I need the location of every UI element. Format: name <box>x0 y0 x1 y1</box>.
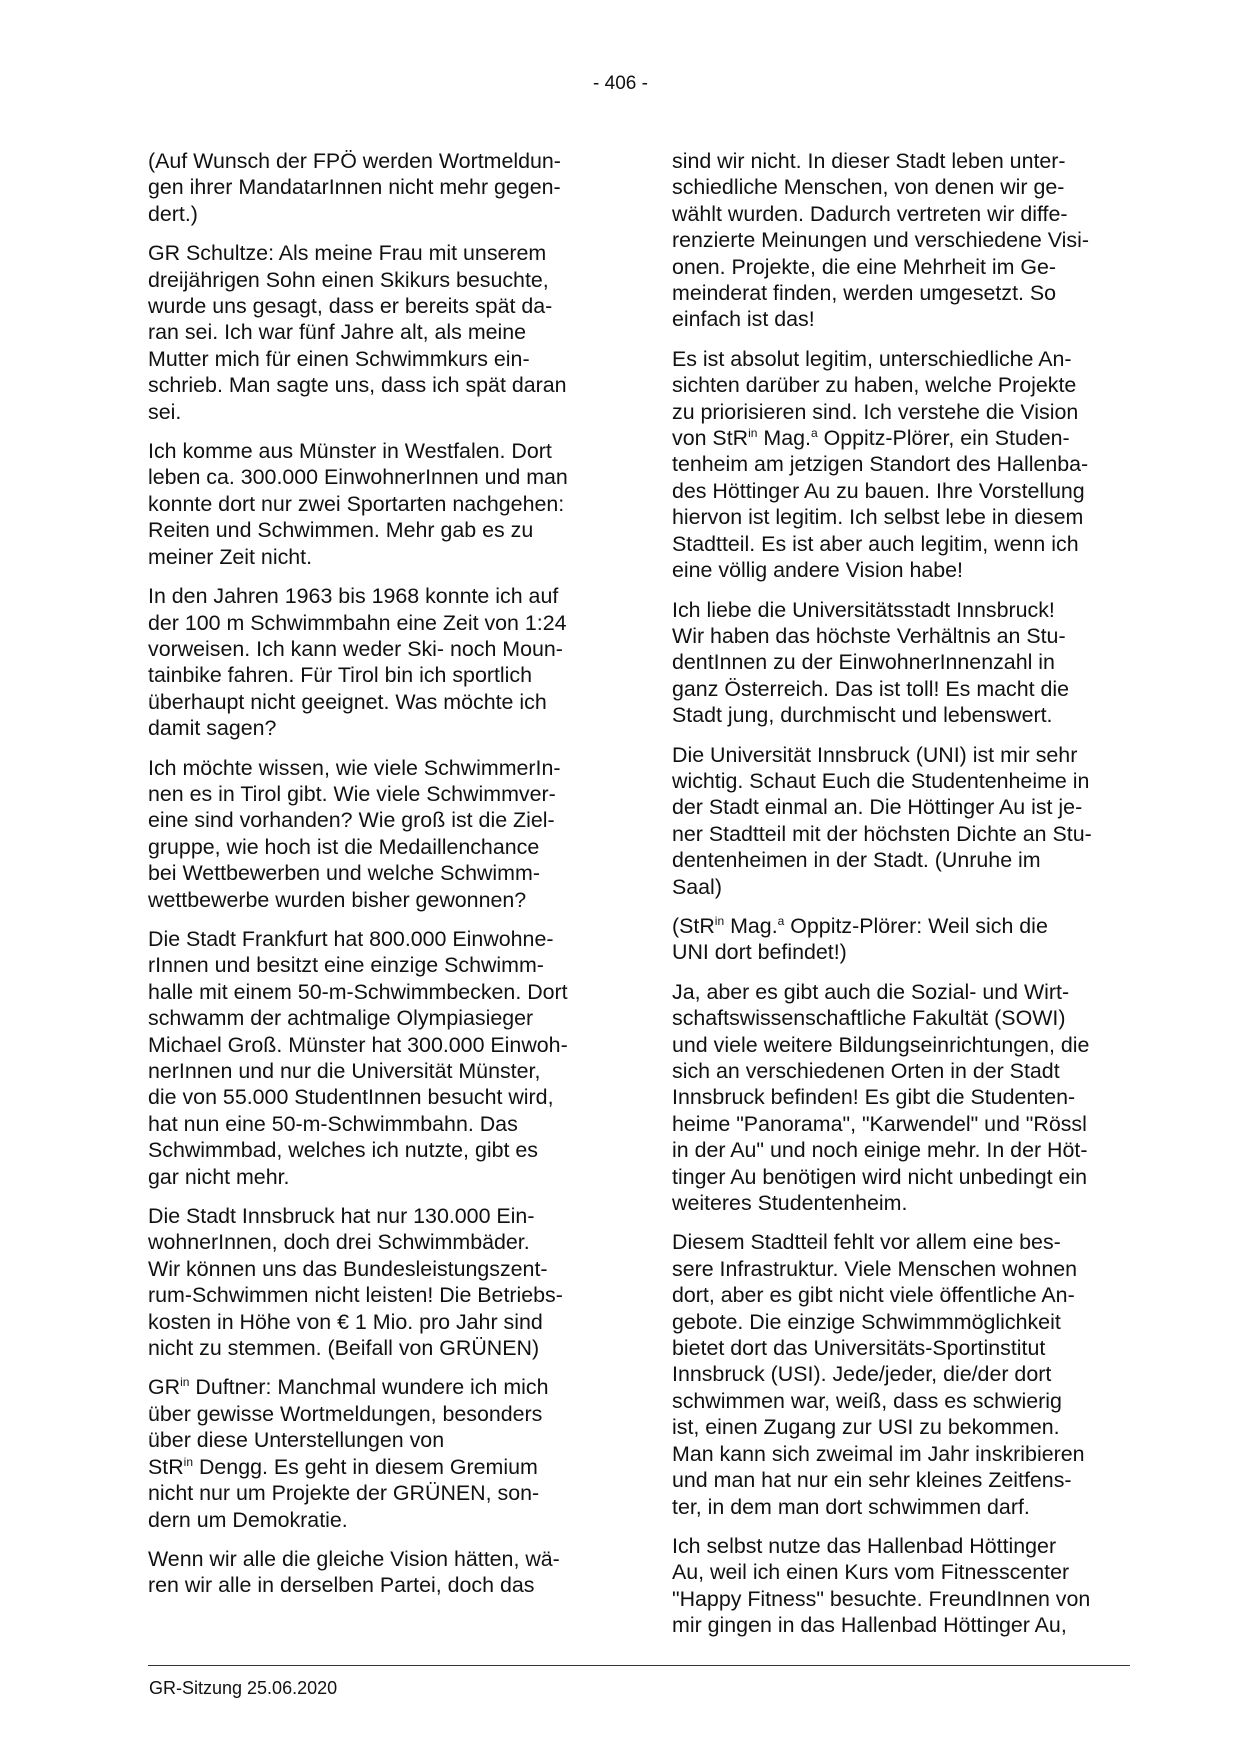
text-run: schaftswissenschaftliche Fakultät (SOWI) <box>672 1006 1066 1031</box>
text-run: gen ihrer MandatarInnen nicht mehr gegen- <box>148 175 561 200</box>
text-run: schrieb. Man sagte uns, dass ich spät daran <box>148 373 567 398</box>
text-run: kosten in Höhe von € 1 Mio. pro Jahr sind <box>148 1309 543 1334</box>
text-run: zu priorisieren sind. Ich verstehe die Vision <box>672 399 1079 424</box>
paragraph <box>672 1229 1127 1519</box>
text-run: sichten darüber zu haben, welche Projekte <box>672 373 1077 398</box>
text-run: Dengg. Es geht in diesem Gremium <box>193 1454 538 1479</box>
text-run: weiteres Studentenheim. <box>672 1191 908 1216</box>
text-run: Duftner: <box>189 1375 272 1400</box>
superscript: in <box>748 426 758 441</box>
paragraph <box>148 240 603 425</box>
text-run: UNI dort befindet!) <box>672 940 847 965</box>
text-run: Au, weil ich einen Kurs vom Fitnesscenter <box>672 1560 1070 1585</box>
text-run: meiner Zeit nicht. <box>148 544 313 569</box>
text-run: Oppitz-Plörer, ein Studen- <box>817 426 1070 451</box>
text-run: Innsbruck (USI). Jede/jeder, die/der dort <box>672 1362 1052 1387</box>
paragraph <box>148 438 603 570</box>
text-run: Die Universität Innsbruck (UNI) ist mir sehr <box>672 742 1078 767</box>
text-run: von StR <box>672 426 749 451</box>
text-run: sich an verschiedenen Orten in der Stadt <box>672 1059 1060 1083</box>
text-run: Saal) <box>672 874 722 899</box>
text-run: In den Jahren 1963 bis 1968 konnte ich auf <box>148 584 559 609</box>
text-run: über gewisse Wortmeldungen, besonders <box>148 1401 543 1426</box>
paragraph <box>672 346 1127 584</box>
text-run: hat nun eine 50-m-Schwimmbahn. Das <box>148 1111 518 1136</box>
text-run: Stadtteil. Es ist aber auch legitim, wenn ich <box>672 531 1079 556</box>
superscript: in <box>183 1454 194 1469</box>
text-run: Manchmal wundere ich mich <box>271 1375 549 1400</box>
paragraph <box>148 1203 603 1361</box>
paragraph <box>148 1546 603 1599</box>
text-run: der Stadt einmal an. Die Höttinger Au ist je- <box>672 795 1083 820</box>
text-run: Oppitz-Plörer: Weil sich die <box>784 913 1048 938</box>
text-run: tinger Au benötigen wird nicht unbedingt ein <box>672 1164 1088 1189</box>
text-run: Wir haben das höchste Verhältnis an Stu- <box>672 623 1066 648</box>
text-run: (StR <box>672 913 715 938</box>
text-run: Mag. <box>724 913 778 938</box>
text-run: der 100 m Schwimmbahn eine Zeit von 1:24 <box>148 610 567 635</box>
paragraph <box>148 583 603 741</box>
text-run: und viele weitere Bildungseinrichtungen, die <box>672 1032 1090 1057</box>
text-run: über diese Unterstellungen von <box>148 1428 445 1453</box>
text-run: GR Schultze: <box>148 241 275 266</box>
paragraph <box>672 148 1127 333</box>
text-run: Ja, aber es gibt auch die Sozial- und Wirt- <box>672 979 1070 1004</box>
text-run: Ich komme aus Münster in Westfalen. Dort <box>148 439 552 464</box>
text-run: des Höttinger Au zu bauen. Ihre Vorstellung <box>672 478 1085 503</box>
paragraph <box>672 913 1127 966</box>
text-run: einfach ist das! <box>672 307 815 332</box>
text-run: ter, in dem man dort schwimmen darf. <box>672 1494 1030 1519</box>
right-column <box>672 148 1127 1652</box>
text-run: Stadt jung, durchmischt und lebenswert. <box>672 703 1053 728</box>
text-run: in der Au" und noch einige mehr. In der Höt- <box>672 1138 1088 1163</box>
text-run: sei. <box>148 399 182 424</box>
text-run: StR <box>148 1454 184 1479</box>
text-run: Innsbruck befinden! Es gibt die Studenten- <box>672 1085 1076 1110</box>
text-run: rum-Schwimmen nicht leisten! Die Betriebs- <box>148 1283 563 1308</box>
footer-session-date: GR-Sitzung 25.06.2020 <box>149 1678 338 1698</box>
text-run: damit sagen? <box>148 716 277 741</box>
text-run: bietet dort das Universitäts-Sportinstitut <box>672 1336 1046 1361</box>
text-run: schwimmen war, weiß, dass es schwierig <box>672 1388 1062 1413</box>
text-run: nerInnen und nur die Universität Münster, <box>148 1059 541 1083</box>
text-run: Man kann sich zweimal im Jahr inskribieren <box>672 1441 1085 1466</box>
superscript: a <box>810 426 818 441</box>
paragraph <box>672 1533 1127 1639</box>
text-run: wohnerInnen, doch drei Schwimmbäder. <box>148 1230 530 1255</box>
page-number: - 406 - <box>593 73 648 94</box>
text-run: (Auf Wunsch der FPÖ werden Wortmeldun- <box>148 149 561 173</box>
text-run: Die Stadt Innsbruck hat nur 130.000 Ein- <box>148 1204 535 1229</box>
paragraph <box>672 742 1127 900</box>
text-run: nicht nur um Projekte der GRÜNEN, son- <box>148 1481 540 1506</box>
text-run: ist, einen Zugang zur USI zu bekommen. <box>672 1415 1060 1440</box>
text-run: wählt wurden. Dadurch vertreten wir diffe- <box>672 201 1068 226</box>
text-run: eine völlig andere Vision habe! <box>672 558 963 583</box>
text-run: Ich selbst nutze das Hallenbad Höttinger <box>672 1533 1057 1558</box>
text-run: schiedliche Menschen, von denen wir ge- <box>672 175 1065 200</box>
text-run: meinderat finden, werden umgesetzt. So <box>672 281 1057 306</box>
text-run: ren wir alle in derselben Partei, doch das <box>148 1573 535 1598</box>
text-run: gruppe, wie hoch ist die Medaillenchance <box>148 834 540 859</box>
text-run: wettbewerbe wurden bisher gewonnen? <box>148 887 527 912</box>
text-run: dort, aber es gibt nicht viele öffentliche An- <box>672 1283 1075 1308</box>
text-run: hiervon ist legitim. Ich selbst lebe in diesem <box>672 505 1084 530</box>
text-run: tenheim am jetzigen Standort des Hallenba- <box>672 452 1089 477</box>
text-run: eine sind vorhanden? Wie groß ist die Ziel- <box>148 808 555 833</box>
text-run: schwamm der achtmalige Olympiasieger <box>148 1006 534 1031</box>
text-run: sind wir nicht. In dieser Stadt leben unter- <box>672 149 1066 173</box>
text-run: ganz Österreich. Das ist toll! Es macht die <box>672 676 1070 701</box>
superscript: in <box>180 1375 190 1390</box>
text-run: Die Stadt Frankfurt hat 800.000 Einwohne- <box>148 926 554 951</box>
text-run: die von 55.000 StudentInnen besucht wird, <box>148 1085 554 1110</box>
text-run: sere Infrastruktur. Viele Menschen wohnen <box>672 1256 1078 1281</box>
text-run: überhaupt nicht geeignet. Was möchte ich <box>148 689 547 714</box>
text-run: Mutter mich für einen Schwimmkurs ein- <box>148 346 530 371</box>
left-column <box>148 148 603 1612</box>
text-run: Wenn wir alle die gleiche Vision hätten, wä- <box>148 1546 560 1571</box>
text-run: nicht zu stemmen. (Beifall von GRÜNEN) <box>148 1336 540 1361</box>
text-run: dentenheimen in der Stadt. (Unruhe im <box>672 848 1041 873</box>
text-run: dert.) <box>148 201 198 226</box>
text-run: Ich liebe die Universitätsstadt Innsbruck! <box>672 597 1055 622</box>
text-run: ner Stadtteil mit der höchsten Dichte an Stu- <box>672 821 1092 846</box>
paragraph <box>148 1374 603 1532</box>
text-run: renzierte Meinungen und verschiedene Visi- <box>672 228 1089 253</box>
text-run: gar nicht mehr. <box>148 1164 290 1189</box>
text-run: bei Wettbewerben und welche Schwimm- <box>148 861 540 886</box>
paragraph <box>148 755 603 913</box>
text-run: Schwimmbad, welches ich nutzte, gibt es <box>148 1138 538 1163</box>
text-run: gebote. Die einzige Schwimmmöglichkeit <box>672 1309 1061 1334</box>
text-run: halle mit einem 50-m-Schwimmbecken. Dort <box>148 979 568 1004</box>
text-run: Ich möchte wissen, wie viele SchwimmerIn- <box>148 755 561 780</box>
text-run: dentInnen zu der EinwohnerInnenzahl in <box>672 650 1055 675</box>
text-run: und man hat nur ein sehr kleines Zeitfens- <box>672 1468 1072 1493</box>
text-run: Reiten und Schwimmen. Mehr gab es zu <box>148 518 534 543</box>
text-run: wurde uns gesagt, dass er bereits spät da- <box>148 294 553 319</box>
paragraph <box>672 597 1127 729</box>
paragraph <box>148 926 603 1190</box>
text-run: Wir können uns das Bundesleistungszent- <box>148 1256 548 1281</box>
text-run: Als meine Frau mit unserem <box>274 241 547 266</box>
text-run: onen. Projekte, die eine Mehrheit im Ge- <box>672 254 1057 279</box>
text-run: wichtig. Schaut Euch die Studentenheime in <box>672 768 1090 793</box>
text-run: Es ist absolut legitim, unterschiedliche An- <box>672 346 1072 371</box>
text-run: Diesem Stadtteil fehlt vor allem eine bes- <box>672 1230 1061 1255</box>
text-run: Michael Groß. Münster hat 300.000 Einwoh- <box>148 1032 568 1057</box>
text-run: dern um Demokratie. <box>148 1507 348 1532</box>
superscript: in <box>714 913 725 928</box>
text-run: Mag. <box>757 426 811 451</box>
text-run: mir gingen in das Hallenbad Höttinger Au, <box>672 1613 1067 1638</box>
footer-divider <box>148 1665 1130 1666</box>
text-run: GR <box>148 1375 181 1400</box>
text-run: rInnen und besitzt eine einzige Schwimm- <box>148 953 544 978</box>
text-run: ran sei. Ich war fünf Jahre alt, als meine <box>148 320 527 345</box>
text-run: dreijährigen Sohn einen Skikurs besuchte, <box>148 267 549 292</box>
text-run: konnte dort nur zwei Sportarten nachgehen: <box>148 491 565 516</box>
paragraph <box>672 979 1127 1217</box>
text-run: vorweisen. Ich kann weder Ski- noch Moun- <box>148 636 563 661</box>
text-run: "Happy Fitness" besuchte. FreundInnen von <box>672 1586 1091 1611</box>
superscript: a <box>777 913 785 928</box>
text-run: heime "Panorama", "Karwendel" und "Rössl <box>672 1111 1087 1136</box>
text-run: tainbike fahren. Für Tirol bin ich sportlich <box>148 663 533 688</box>
text-run: nen es in Tirol gibt. Wie viele Schwimmver- <box>148 781 556 806</box>
text-run: leben ca. 300.000 EinwohnerInnen und man <box>148 465 568 490</box>
paragraph <box>148 148 603 227</box>
